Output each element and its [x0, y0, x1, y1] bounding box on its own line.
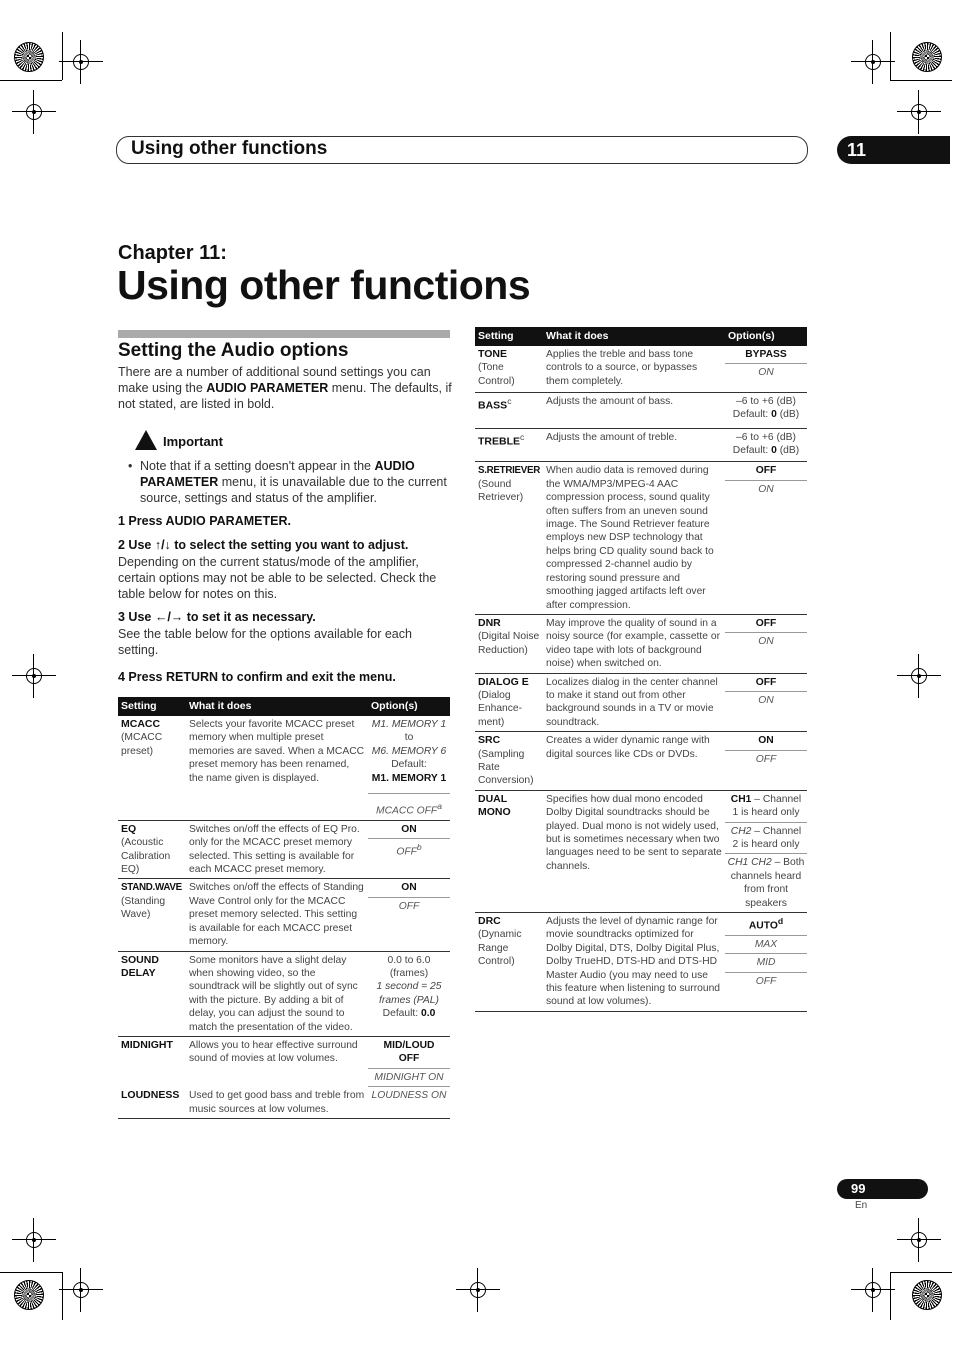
crop-line — [890, 1272, 952, 1273]
setting-desc: Allows you to hear effective surround sound of movies at low volumes. — [189, 1039, 358, 1065]
registration-mark — [905, 662, 933, 690]
setting-desc: Localizes dialog in the center channel to make it stand out from other background sounds in a TV or movie soundtrack. — [543, 673, 725, 732]
col-setting: Setting — [475, 327, 543, 346]
setting-desc: Some monitors have a slight delay when showing video, so the soundtrack will be slightly out of sync with the picture. By adding a bit of delay, you can adjust the sound to match the presentation of the video. — [186, 951, 368, 1036]
section-title: Setting the Audio options — [118, 340, 349, 361]
option: 0.0 to 6.0 (frames) 1 second = 25 frames (PAL) Default: 0.0 — [376, 954, 442, 1020]
footnote-mark: c — [507, 395, 512, 406]
setting-sub: (Dialog Enhance-ment) — [478, 689, 523, 728]
option: MID — [725, 954, 807, 972]
setting-desc: May improve the quality of sound in a noisy source (for example, cassette or video tape with lots of background noise) when switched on. — [543, 614, 725, 673]
option: ON — [758, 636, 774, 648]
table-row — [475, 392, 807, 428]
option: ON — [758, 694, 774, 706]
setting-desc: Adjusts the amount of bass. — [543, 392, 725, 428]
step-3: 3 Use ←/→ to set it as necessary. — [118, 610, 316, 624]
table-row — [118, 716, 450, 820]
crop-line — [890, 32, 891, 80]
registration-mark — [905, 1226, 933, 1254]
setting-name: TONE — [478, 348, 507, 360]
registration-wheel-top-left — [14, 42, 44, 72]
setting-name: DUAL MONO — [478, 792, 511, 819]
option: M1. MEMORY 1 to M6. MEMORY 6 Default: M1. MEMORY 1 — [368, 716, 450, 794]
option: CH1 – Channel 1 is heard only — [725, 791, 807, 823]
setting-sub: (Tone Control) — [478, 362, 515, 387]
note-bold: AUDIO PARAMETER — [140, 459, 415, 489]
setting-desc: Specifies how dual mono encoded Dolby Digital soundtracks should be played. Dual mono is not widely used, but is sometimes necessary when two languages need to be sent to separate channels. — [543, 790, 725, 912]
setting-name: EQ — [121, 822, 137, 835]
setting-desc: When audio data is removed during the WMA/MP3/MPEG-4 AAC compression process, sound quality often suffers from an uneven sound image. The Sound Retriever feature employs new DSP technology that helps bring CD quality sound back to compressed 2-channel audio by restoring sound pressure and smoothing jagged artifacts left over after compression. — [543, 462, 725, 614]
crop-line — [62, 1272, 63, 1320]
setting-desc: Creates a wider dynamic range with digital sources like CDs or DVDs. — [543, 732, 725, 791]
header-title: Using other functions — [131, 138, 328, 159]
setting-sub: (Sampling Rate Conversion) — [478, 748, 534, 787]
registration-mark — [905, 98, 933, 126]
setting-sub: (Sound Retriever) — [478, 478, 524, 504]
crop-line — [890, 80, 952, 81]
setting-name: BASS — [478, 399, 508, 412]
setting-name: DRC — [478, 915, 501, 928]
table-row — [118, 1036, 450, 1087]
intro-text-end: menu. The defaults, if not stated, are listed in bold. — [118, 381, 452, 411]
setting-name: DIALOG E — [478, 675, 529, 688]
table-row — [118, 951, 450, 1036]
note-text: Note that if a setting doesn't appear in the — [140, 459, 375, 473]
registration-mark — [67, 48, 95, 76]
setting-desc: Selects your favorite MCACC preset memory when multiple preset memories are saved. When a MCACC preset memory has been renamed, the name given is displayed. — [186, 716, 368, 820]
important-note: • Note that if a setting doesn't appear in the AUDIO PARAMETER menu, it is unavailable due to the current source, settings and status of the amplifier. — [128, 459, 447, 505]
registration-mark — [20, 662, 48, 690]
option: OFF — [725, 674, 807, 692]
registration-wheel-bottom-left — [14, 1280, 44, 1310]
important-warning-icon — [135, 430, 157, 450]
option: MID/LOUD OFF — [368, 1037, 450, 1069]
col-options: Option(s) — [725, 327, 807, 346]
intro-text: There are a number of additional sound settings you can make using the — [118, 365, 431, 395]
option: MCACC OFF$^a$ — [376, 801, 442, 817]
setting-sub: (Digital Noise Reduction) — [478, 631, 540, 656]
table-row — [475, 462, 807, 614]
step-2: 2 Use ↑/↓ to select the setting you want to adjust. — [118, 538, 409, 552]
table-row — [475, 913, 807, 1012]
registration-mark — [859, 1276, 887, 1304]
registration-wheel-top-right — [912, 42, 942, 72]
setting-desc: Used to get good bass and treble from music sources at low volumes. — [186, 1087, 368, 1118]
setting-sub: (Standing Wave) — [121, 895, 166, 921]
option: OFF — [725, 462, 807, 480]
table-row — [118, 820, 450, 879]
setting-name: S.RETRIEVER — [478, 465, 541, 477]
option: ON — [368, 879, 450, 897]
setting-name: MIDNIGHT — [121, 1038, 173, 1051]
registration-mark — [67, 1276, 95, 1304]
table-row — [475, 790, 807, 912]
setting-name: TREBLE — [478, 435, 520, 448]
option: BYPASS — [725, 346, 807, 364]
crop-line — [0, 1272, 62, 1273]
option: OFF$^b$ — [396, 842, 422, 858]
step-1: 1 Press AUDIO PARAMETER. — [118, 514, 291, 528]
setting-desc: Switches on/off the effects of EQ Pro. only for the MCACC preset memory selected. This setting is available for each MCACC preset memory. — [186, 820, 368, 879]
setting-name: SOUND DELAY — [121, 953, 159, 979]
option: OFF — [725, 615, 807, 633]
crop-line — [62, 32, 63, 80]
table-row — [475, 428, 807, 462]
setting-name: SRC — [478, 734, 501, 747]
col-what: What it does — [543, 327, 725, 346]
table-row — [118, 879, 450, 951]
page-number: 99 — [837, 1179, 928, 1199]
option: ON — [758, 483, 774, 495]
registration-mark — [859, 48, 887, 76]
option: CH1 CH2 – Both channels heard from front speakers — [727, 857, 805, 909]
table-row — [475, 614, 807, 673]
option: LOUDNESS ON — [371, 1090, 447, 1102]
right-settings-table — [475, 327, 807, 1012]
registration-mark — [20, 98, 48, 126]
note-text-end: menu, it is unavailable due to the current source, settings and status of the amplifier. — [140, 475, 447, 505]
step-2-desc: Depending on the current status/mode of the amplifier, certain options may not be able to be selected. Check the table below for notes on this. — [118, 555, 437, 601]
setting-desc: Applies the treble and bass tone controls to a source, or bypasses them completely. — [543, 346, 725, 392]
chapter-title: Using other functions — [117, 262, 531, 308]
table-row — [475, 346, 807, 392]
registration-mark — [20, 1226, 48, 1254]
setting-name: DNR — [478, 616, 501, 629]
option: ON — [725, 732, 807, 750]
col-what: What it does — [186, 697, 368, 716]
option: ON — [368, 821, 450, 839]
option: OFF — [755, 753, 777, 765]
table-row — [475, 673, 807, 732]
option: –6 to +6 (dB) Default: 0 (dB) — [732, 395, 800, 421]
setting-name: STAND.WAVE — [121, 882, 182, 894]
setting-sub: (MCACC preset) — [121, 732, 163, 757]
left-settings-table — [118, 697, 450, 1119]
col-setting: Setting — [118, 697, 186, 716]
setting-name: LOUDNESS — [121, 1089, 180, 1102]
important-label: Important — [163, 434, 223, 449]
option: OFF — [755, 975, 777, 987]
section-intro — [118, 364, 452, 412]
page-language: En — [855, 1200, 868, 1211]
setting-desc: Adjusts the amount of treble. — [543, 428, 725, 462]
setting-sub: (Dynamic Range Control) — [478, 929, 522, 968]
option: ON — [758, 367, 774, 379]
setting-desc: Adjusts the level of dynamic range for movie soundtracks optimized for Dolby Digital, DTS, Dolby Digital Plus, Dolby TrueHD, DTS-HD and DTS-HD Master Audio (you may need to use this feature when listening to surround sound at low volumes). — [543, 913, 725, 1012]
option: OFF — [398, 900, 420, 912]
step-4: 4 Press RETURN to confirm and exit the menu. — [118, 670, 396, 684]
registration-mark — [464, 1276, 492, 1304]
step-3-desc: See the table below for the options available for each setting. — [118, 627, 412, 657]
footnote-mark: c — [520, 431, 525, 442]
option: –6 to +6 (dB) Default: 0 (dB) — [732, 431, 800, 457]
chapter-label: Chapter 11: — [118, 242, 227, 264]
option: CH2 – Channel 2 is heard only — [725, 823, 807, 855]
col-options: Option(s) — [368, 697, 450, 716]
option: AUTO$^d$ — [725, 913, 807, 936]
chapter-number-tab: 11 — [837, 136, 950, 164]
crop-line — [0, 80, 62, 81]
crop-line — [890, 1272, 891, 1320]
section-rule — [118, 330, 450, 338]
table-row — [118, 1087, 450, 1118]
setting-desc: Switches on/off the effects of Standing Wave Control only for the MCACC preset memory selected. This setting is available for each MCACC preset memory. — [186, 879, 368, 951]
option: MAX — [725, 936, 807, 954]
setting-sub: (Acoustic Calibration EQ) — [121, 837, 171, 876]
table-row — [475, 732, 807, 791]
setting-name: MCACC — [121, 718, 161, 730]
registration-wheel-bottom-right — [912, 1280, 942, 1310]
intro-bold: AUDIO PARAMETER — [206, 381, 329, 395]
option: MIDNIGHT ON — [368, 1069, 450, 1087]
